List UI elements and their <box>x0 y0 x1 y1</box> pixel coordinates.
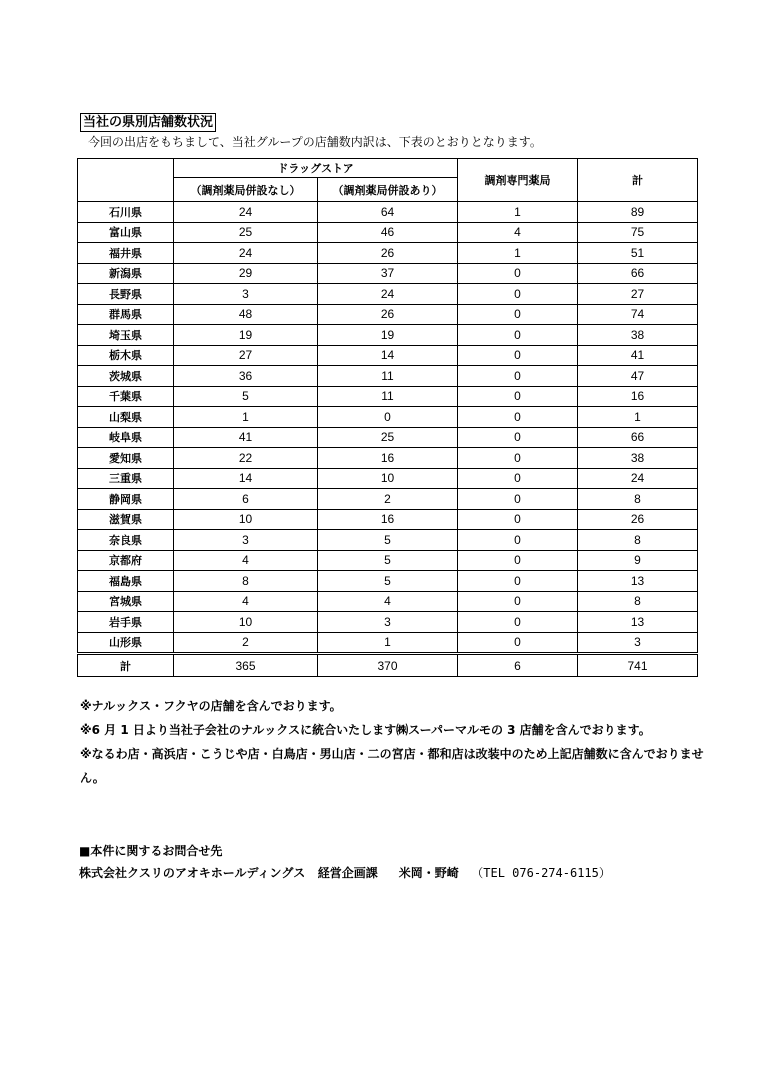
pharmacy-cell: 0 <box>458 407 578 428</box>
drug-rx-cell: 11 <box>318 366 458 387</box>
drug-rx-cell: 10 <box>318 468 458 489</box>
header-pharmacy: 調剤専門薬局 <box>458 159 578 202</box>
drug-no-rx-cell: 29 <box>174 263 318 284</box>
table-row <box>78 345 698 366</box>
drug-rx-cell: 5 <box>318 550 458 571</box>
table-row <box>78 222 698 243</box>
header-drug-rx: （調剤薬局併設あり） <box>318 178 458 202</box>
total-drug-rx: 370 <box>318 654 458 677</box>
pharmacy-cell: 0 <box>458 509 578 530</box>
drug-rx-cell: 4 <box>318 591 458 612</box>
prefecture-cell: 三重県 <box>78 468 174 489</box>
note-item: ※ナルックス・フクヤの店舗を含んでおります。 <box>80 699 342 713</box>
total-cell: 75 <box>578 222 698 243</box>
table-row <box>78 448 698 469</box>
drug-no-rx-cell: 8 <box>174 571 318 592</box>
header-prefecture <box>78 159 174 202</box>
pharmacy-cell: 0 <box>458 366 578 387</box>
drug-rx-cell: 26 <box>318 304 458 325</box>
drug-no-rx-cell: 3 <box>174 530 318 551</box>
prefecture-cell: 愛知県 <box>78 448 174 469</box>
prefecture-cell: 千葉県 <box>78 386 174 407</box>
total-cell: 13 <box>578 571 698 592</box>
table-row <box>78 468 698 489</box>
drug-rx-cell: 1 <box>318 632 458 654</box>
table-row <box>78 632 698 654</box>
grand-total: 741 <box>578 654 698 677</box>
pharmacy-cell: 0 <box>458 468 578 489</box>
pharmacy-cell: 0 <box>458 530 578 551</box>
pharmacy-cell: 1 <box>458 202 578 223</box>
prefecture-cell: 京都府 <box>78 550 174 571</box>
drug-no-rx-cell: 14 <box>174 468 318 489</box>
pharmacy-cell: 0 <box>458 591 578 612</box>
pharmacy-cell: 0 <box>458 427 578 448</box>
total-cell: 74 <box>578 304 698 325</box>
drug-rx-cell: 24 <box>318 284 458 305</box>
total-cell: 66 <box>578 427 698 448</box>
drug-rx-cell: 25 <box>318 427 458 448</box>
total-cell: 8 <box>578 530 698 551</box>
pharmacy-cell: 0 <box>458 571 578 592</box>
pharmacy-cell: 0 <box>458 489 578 510</box>
prefecture-cell: 埼玉県 <box>78 325 174 346</box>
drug-no-rx-cell: 48 <box>174 304 318 325</box>
drug-rx-cell: 26 <box>318 243 458 264</box>
prefecture-cell: 岩手県 <box>78 612 174 633</box>
drug-no-rx-cell: 2 <box>174 632 318 654</box>
drug-no-rx-cell: 19 <box>174 325 318 346</box>
total-pharmacy: 6 <box>458 654 578 677</box>
drug-no-rx-cell: 10 <box>174 612 318 633</box>
drug-rx-cell: 46 <box>318 222 458 243</box>
table-row <box>78 530 698 551</box>
contact-department: 経営企画課 <box>317 866 378 880</box>
pharmacy-cell: 0 <box>458 632 578 654</box>
prefecture-cell: 宮城県 <box>78 591 174 612</box>
drug-no-rx-cell: 4 <box>174 550 318 571</box>
total-cell: 9 <box>578 550 698 571</box>
pharmacy-cell: 1 <box>458 243 578 264</box>
table-row <box>78 612 698 633</box>
total-label: 計 <box>78 654 174 677</box>
total-cell: 66 <box>578 263 698 284</box>
prefecture-cell: 福島県 <box>78 571 174 592</box>
prefecture-cell: 富山県 <box>78 222 174 243</box>
table-row <box>78 304 698 325</box>
drug-no-rx-cell: 4 <box>174 591 318 612</box>
drug-rx-cell: 19 <box>318 325 458 346</box>
table-row <box>78 591 698 612</box>
drug-no-rx-cell: 25 <box>174 222 318 243</box>
drug-no-rx-cell: 10 <box>174 509 318 530</box>
prefecture-cell: 長野県 <box>78 284 174 305</box>
section-title: 当社の県別店舗数状況 <box>80 113 216 132</box>
pharmacy-cell: 0 <box>458 612 578 633</box>
total-cell: 38 <box>578 448 698 469</box>
total-cell: 41 <box>578 345 698 366</box>
prefecture-cell: 栃木県 <box>78 345 174 366</box>
drug-rx-cell: 2 <box>318 489 458 510</box>
total-cell: 51 <box>578 243 698 264</box>
prefecture-cell: 石川県 <box>78 202 174 223</box>
prefecture-cell: 岐阜県 <box>78 427 174 448</box>
header-drug-no-rx: （調剤薬局併設なし） <box>174 178 318 202</box>
pharmacy-cell: 4 <box>458 222 578 243</box>
total-cell: 89 <box>578 202 698 223</box>
prefecture-cell: 奈良県 <box>78 530 174 551</box>
note-item: ※6 月 1 日より当社子会社のナルックスに統合いたします㈱スーパーマルモの 3 店舗を含んでおります。 <box>80 723 651 737</box>
prefecture-cell: 群馬県 <box>78 304 174 325</box>
total-cell: 8 <box>578 489 698 510</box>
table-row <box>78 325 698 346</box>
table-row <box>78 202 698 223</box>
table-row <box>78 509 698 530</box>
drug-rx-cell: 16 <box>318 448 458 469</box>
table-row <box>78 243 698 264</box>
total-cell: 26 <box>578 509 698 530</box>
prefecture-cell: 静岡県 <box>78 489 174 510</box>
drug-no-rx-cell: 41 <box>174 427 318 448</box>
drug-no-rx-cell: 6 <box>174 489 318 510</box>
note-item: ※なるわ店・高浜店・こうじや店・白鳥店・男山店・二の宮店・都和店は改装中のため上記店舗数に含んでおりません。 <box>80 747 704 785</box>
table-row <box>78 550 698 571</box>
pharmacy-cell: 0 <box>458 263 578 284</box>
table-row <box>78 284 698 305</box>
header-drugstore: ドラッグストア <box>174 159 458 178</box>
prefecture-cell: 山形県 <box>78 632 174 654</box>
total-cell: 24 <box>578 468 698 489</box>
pharmacy-cell: 0 <box>458 304 578 325</box>
prefecture-cell: 滋賀県 <box>78 509 174 530</box>
drug-rx-cell: 16 <box>318 509 458 530</box>
intro-text: 今回の出店をもちまして、当社グループの店舗数内訳は、下表のとおりとなります。 <box>88 135 542 149</box>
drug-no-rx-cell: 5 <box>174 386 318 407</box>
table-row <box>78 571 698 592</box>
total-cell: 38 <box>578 325 698 346</box>
drug-no-rx-cell: 22 <box>174 448 318 469</box>
pharmacy-cell: 0 <box>458 386 578 407</box>
header-total: 計 <box>578 159 698 202</box>
total-cell: 1 <box>578 407 698 428</box>
total-row <box>78 654 698 677</box>
drug-rx-cell: 37 <box>318 263 458 284</box>
total-drug-no-rx: 365 <box>174 654 318 677</box>
prefecture-cell: 茨城県 <box>78 366 174 387</box>
table-row <box>78 427 698 448</box>
pharmacy-cell: 0 <box>458 325 578 346</box>
drug-rx-cell: 14 <box>318 345 458 366</box>
drug-rx-cell: 11 <box>318 386 458 407</box>
total-cell: 3 <box>578 632 698 654</box>
total-cell: 16 <box>578 386 698 407</box>
notes <box>80 694 720 790</box>
prefecture-cell: 山梨県 <box>78 407 174 428</box>
contact-line <box>79 864 611 881</box>
drug-no-rx-cell: 24 <box>174 243 318 264</box>
prefecture-cell: 福井県 <box>78 243 174 264</box>
drug-no-rx-cell: 24 <box>174 202 318 223</box>
table-row <box>78 407 698 428</box>
contact-persons: 米岡・野崎 <box>398 866 459 880</box>
drug-no-rx-cell: 27 <box>174 345 318 366</box>
total-cell: 27 <box>578 284 698 305</box>
total-cell: 8 <box>578 591 698 612</box>
prefecture-cell: 新潟県 <box>78 263 174 284</box>
pharmacy-cell: 0 <box>458 448 578 469</box>
pharmacy-cell: 0 <box>458 345 578 366</box>
total-cell: 13 <box>578 612 698 633</box>
table-row <box>78 489 698 510</box>
drug-rx-cell: 3 <box>318 612 458 633</box>
table-row <box>78 366 698 387</box>
pharmacy-cell: 0 <box>458 284 578 305</box>
table-row <box>78 263 698 284</box>
contact-tel: （TEL 076-274-6115） <box>471 866 611 880</box>
drug-no-rx-cell: 3 <box>174 284 318 305</box>
drug-rx-cell: 64 <box>318 202 458 223</box>
total-cell: 47 <box>578 366 698 387</box>
table-row <box>78 386 698 407</box>
pharmacy-cell: 0 <box>458 550 578 571</box>
drug-no-rx-cell: 1 <box>174 407 318 428</box>
drug-rx-cell: 5 <box>318 530 458 551</box>
contact-title: ■本件に関するお問合せ先 <box>79 844 223 858</box>
contact-company: 株式会社クスリのアオキホールディングス <box>79 866 306 880</box>
store-count-table <box>77 158 698 677</box>
drug-rx-cell: 0 <box>318 407 458 428</box>
drug-no-rx-cell: 36 <box>174 366 318 387</box>
drug-rx-cell: 5 <box>318 571 458 592</box>
